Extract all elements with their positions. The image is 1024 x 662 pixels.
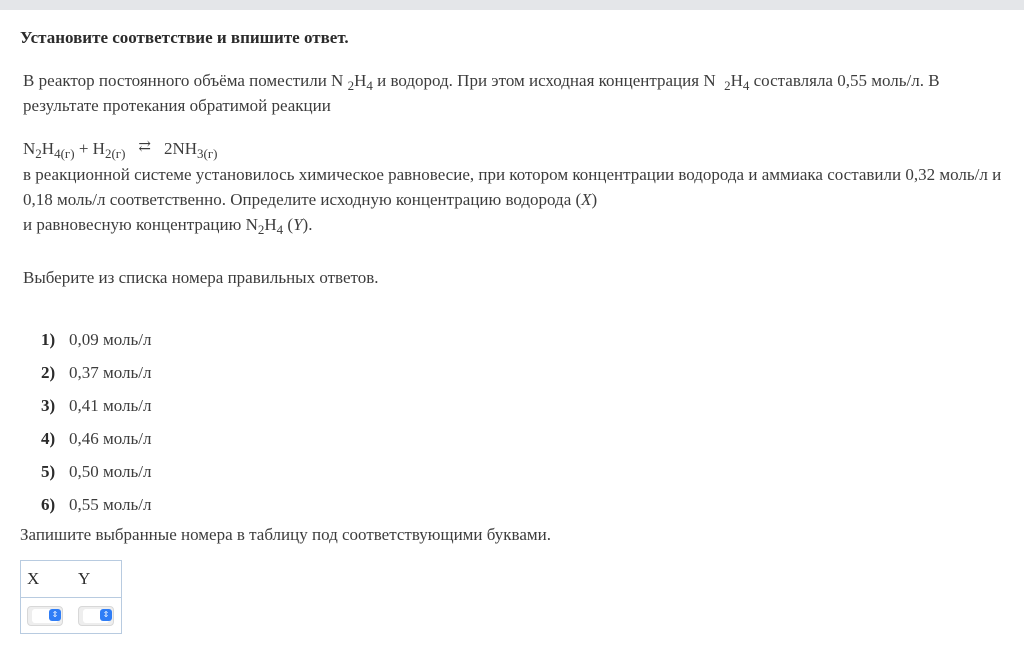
- top-bar: [0, 0, 1024, 10]
- eq-plus: + H: [74, 139, 105, 158]
- answer-table: [20, 560, 122, 634]
- intro-paragraph: В реактор постоянного объёма поместили N $_2H_4$ и водород. При этом исходная концентрация N $_2H_4$ составляла 0,55 моль/л. В результате протекания обратимой реакции: [23, 71, 940, 115]
- option-number: 5): [41, 462, 56, 481]
- answer-x-select[interactable]: [27, 606, 63, 626]
- eq-sub: 3(г): [197, 146, 218, 161]
- column-x-label: X: [27, 569, 40, 588]
- formula-sub: 2: [347, 78, 355, 93]
- option-number: 2): [41, 363, 56, 382]
- option-text: 0,46 моль/л: [69, 429, 152, 448]
- option-text: 0,37 моль/л: [69, 363, 152, 382]
- option-number: 4): [41, 429, 56, 448]
- eq-product: 2NH: [163, 139, 197, 158]
- condition-text: в реакционной системе установилось химическое равновесие, при котором концентрации водорода и аммиака составили 0,32 моль/л и 0,18 моль/л соответственно. Определите исходную концентрацию водорода (: [23, 165, 1002, 209]
- option-item: [41, 326, 151, 359]
- answer-instruction: Запишите выбранные номера в таблицу под соответствующими буквами.: [20, 525, 551, 544]
- paren: (: [283, 215, 294, 234]
- option-item: [41, 425, 151, 458]
- option-number: 3): [41, 396, 56, 415]
- var-y: Y: [293, 215, 303, 234]
- formula-sub: 4: [276, 222, 284, 237]
- eq-sub: 4(г): [54, 146, 75, 161]
- intro-part3: составляла 0,55 моль/л. В результате протекания обратимой реакции: [23, 71, 940, 115]
- equilibrium-arrow-icon: ⇄: [138, 139, 151, 155]
- formula-sub: 2: [257, 222, 265, 237]
- option-number: 1): [41, 330, 56, 349]
- answer-y-select[interactable]: [78, 606, 114, 626]
- column-y-label: Y: [78, 569, 91, 588]
- option-item: [41, 359, 151, 392]
- option-item: [41, 392, 151, 425]
- option-number: 6): [41, 495, 56, 514]
- intro-part2: и водород. При этом исходная концентрация N: [377, 71, 716, 90]
- paren: ): [591, 190, 598, 209]
- formula-sub: 4: [366, 78, 373, 93]
- intro-part1: В реактор постоянного объёма поместили N: [23, 71, 344, 90]
- option-text: 0,41 моль/л: [69, 396, 152, 415]
- options-list: [41, 326, 151, 524]
- answer-table-header: [21, 561, 121, 598]
- condition-paragraph: в реакционной системе установилось химическое равновесие, при котором концентрации водорода и аммиака составили 0,32 моль/л и 0,18 моль/л соответственно. Определите исходную концентрацию водорода (X) и равновесную концентрацию $N_2H_4$ (Y).: [23, 165, 1002, 237]
- option-text: 0,50 моль/л: [69, 462, 152, 481]
- paren: ).: [302, 215, 313, 234]
- formula-sub: 4: [742, 78, 750, 93]
- formula-sub: 2: [724, 78, 731, 93]
- updown-chevron-icon: ⇕: [49, 609, 61, 621]
- option-text: 0,09 моль/л: [69, 330, 152, 349]
- option-item: [41, 491, 151, 524]
- var-x: X: [581, 190, 592, 209]
- updown-chevron-icon: ⇕: [100, 609, 112, 621]
- select-prompt: Выберите из списка номера правильных ответов.: [23, 268, 379, 287]
- option-item: [41, 458, 151, 491]
- condition-text-end: и равновесную концентрацию N: [23, 215, 258, 234]
- option-text: 0,55 моль/л: [69, 495, 152, 514]
- reaction-equation: [23, 136, 218, 163]
- eq-sub: 2: [35, 146, 42, 161]
- task-heading: Установите соответствие и впишите ответ.: [20, 28, 349, 47]
- eq-h: H: [41, 139, 55, 158]
- eq-n: N: [23, 139, 36, 158]
- eq-sub: 2(г): [104, 146, 126, 161]
